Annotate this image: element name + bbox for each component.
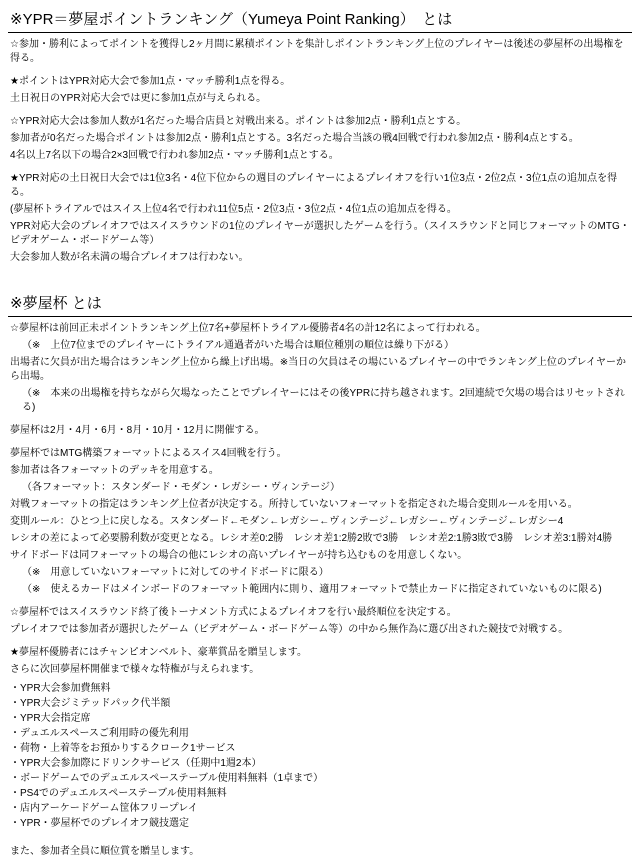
list-item: ・ボードゲームでのデュエルスペーステーブル使用料無料（1卓まで） <box>10 773 324 784</box>
paragraph-line: （※ 本来の出場権を持ちながら欠場なったことでプレイヤーにはその後YPRに持ち越されます。2回連続で欠場の場合はリセットされる) <box>22 388 625 413</box>
paragraph-block-cup-schedule <box>8 424 632 438</box>
paragraph-line: （※ 使えるカードはメインボードのフォーマット範囲内に則り、適用フォーマットで禁止カードに指定されていないものに限る) <box>22 584 602 595</box>
page-title-yumeyahai: ※夢屋杯 とは <box>10 295 102 312</box>
paragraph-line: （※ 上位7位までのプレイヤーにトライアル通過者がいた場合は順位種別の順位は繰り下がる） <box>22 340 455 351</box>
paragraph-line: （※ 用意していないフォーマットに対してのサイドボードに限る） <box>22 567 329 578</box>
paragraph-line: 土日祝日のYPR対応大会では更に参加1点が与えられる。 <box>10 93 267 104</box>
paragraph-line: ☆夢屋杯は前回正未ポイントランキング上位7名+夢屋杯トライアル優勝者4名の計12名によって行われる。 <box>10 323 486 334</box>
list-item: ・YPR・夢屋杯でのプレイオフ競技選定 <box>10 818 190 829</box>
paragraph-line: ★ポイントはYPR対応大会で参加1点・マッチ勝利1点を得る。 <box>10 76 291 87</box>
paragraph-line: 大会参加人数が名未満の場合プレイオフは行わない。 <box>10 252 249 263</box>
paragraph-line: 変則ルール：ひとつ上に戻しなる。スタンダード←モダン←レガシー←ヴィンテージ←レガシー←ヴィンテージ←レガシー4 <box>10 516 564 527</box>
page-title-ypr: ※YPR＝夢屋ポイントランキング（Yumeya Point Ranking） とは <box>10 11 453 28</box>
paragraph-block-ypr-multi <box>8 115 632 163</box>
paragraph-line: ★夢屋杯優勝者にはチャンピオンベルト、豪華賞品を贈呈します。 <box>10 647 307 658</box>
benefits-list <box>8 682 632 831</box>
section-spacer <box>8 274 632 290</box>
paragraph-line: ☆YPR対応大会は参加人数が1名だった場合店員と対戦出来る。ポイントは参加2点・勝利1点とする。 <box>10 116 467 127</box>
paragraph-line: YPR対応大会のプレイオフではスイスラウンドの1位のプレイヤーが選択したゲームを行う。（スイスラウンドと同じフォーマットのMTG・ビデオゲーム・ボードゲーム等） <box>10 221 630 246</box>
paragraph-line: (夢屋杯トライアルではスイス上位4名で行われ11位5点・2位3点・3位2点・4位1点の追加点を得る。 <box>10 204 457 215</box>
paragraph-line: 夢屋杯は2月・4月・6月・8月・10月・12月に開催する。 <box>10 425 265 436</box>
paragraph-line: 対戦フォーマットの指定はランキング上位者が決定する。所持していないフォーマットを指定された場合変則ルールを用いる。 <box>10 499 578 510</box>
paragraph-block-cup-closing <box>8 845 632 859</box>
list-item: ・YPR大会参加費無料 <box>10 683 111 694</box>
paragraph-line: 4名以上7名以下の場合2×3回戦で行われ参加2点・マッチ勝利1点とする。 <box>10 150 339 161</box>
paragraph-line: サイドボードは同フォーマットの場合の他にレシオの高いプレイヤーが持ち込むものを用意しくない。 <box>10 550 468 561</box>
paragraph-line: 出場者に欠員が出た場合はランキング上位から繰上げ出場。※当日の欠員はその場にいるプレイヤーの中でランキング上位のプレイヤーから出場。 <box>10 357 626 382</box>
list-item: ・荷物・上着等をお預かりするクローク1サービス <box>10 743 236 754</box>
paragraph-block-cup-prize <box>8 646 632 677</box>
paragraph-block-cup-format <box>8 447 632 597</box>
title-divider-ypr <box>8 32 632 33</box>
paragraph-block-cup-intro <box>8 322 632 415</box>
paragraph-block-ypr-playoff <box>8 172 632 265</box>
list-item: ・デュエルスペースご利用時の優先利用 <box>10 728 189 739</box>
paragraph-line: 参加者が0名だった場合ポイントは参加2点・勝利1点とする。3名だった場合当該の戦4回戦で行われ参加2点・勝利4点とする。 <box>10 133 579 144</box>
list-item: ・YPR大会ジミテッドパック代半額 <box>10 698 171 709</box>
list-item: ・店内アーケードゲーム筐体フリープレイ <box>10 803 198 814</box>
list-item: ・YPR大会参加際にドリンクサービス（任期中1週2本） <box>10 758 262 769</box>
list-item: ・PS4でのデュエルスペーステーブル使用料無料 <box>10 788 227 799</box>
paragraph-line: 夢屋杯ではMTG構築フォーマットによるスイス4回戦を行う。 <box>10 448 287 459</box>
title-divider-yumeyahai <box>8 316 632 317</box>
paragraph-line: （各フォーマット：スタンダード・モダン・レガシー・ヴィンテージ） <box>22 482 340 493</box>
paragraph-line: ☆夢屋杯ではスイスラウンド終了後トーナメント方式によるプレイオフを行い最終順位を決定する。 <box>10 607 457 618</box>
paragraph-line: ★YPR対応の土日祝日大会では1位3名・4位下位からの週目のプレイヤーによるプレイオフを行い1位3点・2位2点・3位1点の追加点を得る。 <box>10 173 618 198</box>
paragraph-line: ☆参加・勝利によってポイントを獲得し2ヶ月間に累積ポイントを集計しポイントランキング上位のプレイヤーは後述の夢屋杯の出場権を得る。 <box>10 39 624 64</box>
paragraph-line: プレイオフでは参加者が選択したゲーム（ビデオゲーム・ボードゲーム等）の中から無作為に選び出された競技で対戦する。 <box>10 624 569 635</box>
paragraph-line: また、参加者全員に順位賞を贈呈します。 <box>10 846 200 857</box>
paragraph-line: さらに次回夢屋杯開催まで様々な特権が与えられます。 <box>10 664 260 675</box>
paragraph-block-ypr-intro <box>8 38 632 66</box>
list-item: ・YPR大会指定席 <box>10 713 91 724</box>
paragraph-block-ypr-basic <box>8 75 632 106</box>
paragraph-line: 参加者は各フォーマットのデッキを用意する。 <box>10 465 219 476</box>
paragraph-line: レシオの差によって必要勝利数が変更となる。レシオ差0:2勝 レシオ差1:2勝2敗で3勝 レシオ差2:1勝3敗で3勝 レシオ差3:1勝対4勝 <box>10 533 613 544</box>
paragraph-block-cup-playoff <box>8 606 632 637</box>
